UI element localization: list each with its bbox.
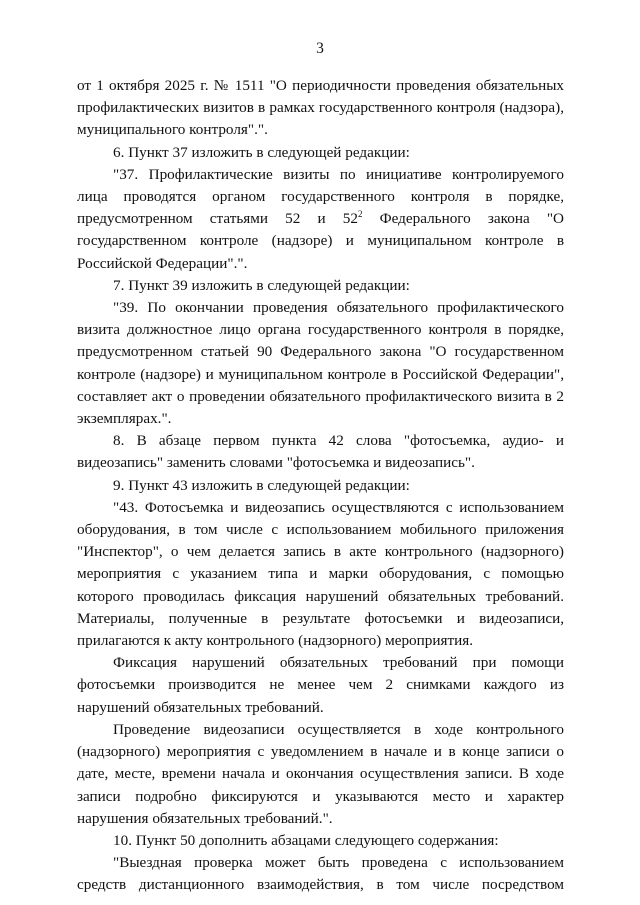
paragraph-item-37: [77, 164, 564, 275]
paragraph-item-43: "43. Фотосъемка и видеозапись осуществляются с использованием оборудования, в том числе с использованием мобильного приложения "Инспектор", о чем делается запись в акте контрольного (надзорного) мероприятия с указанием типа и марки оборудования, с помощью которого проводилась фиксация нарушений обязательных требований. Материалы, полученные в результате фотосъемки и видеозаписи, прилагаются к акту контрольного (надзорного) мероприятия.: [77, 498, 564, 650]
document-body: [77, 75, 564, 897]
paragraph-item-10: 10. Пункт 50 дополнить абзацами следующего содержания:: [113, 831, 499, 849]
page-number: 3: [316, 40, 324, 57]
paragraph-video-recording: Проведение видеозаписи осуществляется в ходе контрольного (надзорного) мероприятия с уведомлением в начале и в конце записи о дате, месте, времени начала и окончания осуществления записи. В ходе записи подробно фиксируются и указываются место и характер нарушения обязательных требований.".: [77, 720, 564, 827]
superscript: 2: [357, 209, 363, 220]
paragraph-photo-fixation: Фиксация нарушений обязательных требований при помощи фотосъемки производится не менее чем 2 снимками каждого из нарушений обязательных требований.: [77, 654, 564, 716]
paragraph-item-7: 7. Пункт 39 изложить в следующей редакции:: [113, 276, 410, 294]
paragraph-remote-inspection: "Выездная проверка может быть проведена с использованием средств дистанционного взаимодействия, в том числе посредством: [77, 854, 564, 894]
paragraph-item-39: "39. По окончании проведения обязательного профилактического визита должностное лицо органа государственного контроля в порядке, предусмотренном статьей 90 Федерального закона "О государственном контроле (надзоре) и муниципальном контроле в Российской Федерации", составляет акт о проведении обязательного профилактического визита в 2 экземплярах.".: [77, 299, 564, 428]
paragraph-item-9: 9. Пункт 43 изложить в следующей редакции:: [113, 476, 410, 494]
paragraph-item-6: 6. Пункт 37 изложить в следующей редакции:: [113, 143, 410, 161]
paragraph-item-37-text: "37. Профилактические визиты по инициативе контролируемого лица проводятся органом государственного контроля в порядке, предусмотренном статьями 52 и 52: [77, 165, 564, 228]
paragraph-item-8: 8. В абзаце первом пункта 42 слова "фотосъемка, аудио- и видеозапись" заменить словами "фотосъемка и видеозапись".: [77, 432, 564, 472]
paragraph-continuation: от 1 октября 2025 г. № 1511 "О периодичности проведения обязательных профилактических визитов в рамках государственного контроля (надзора), муниципального контроля".".: [77, 77, 564, 139]
paragraph-item-37-text-after: Федерального закона "О государственном контроле (надзоре) и муниципальном контроле в Российской Федерации".".: [77, 210, 565, 272]
